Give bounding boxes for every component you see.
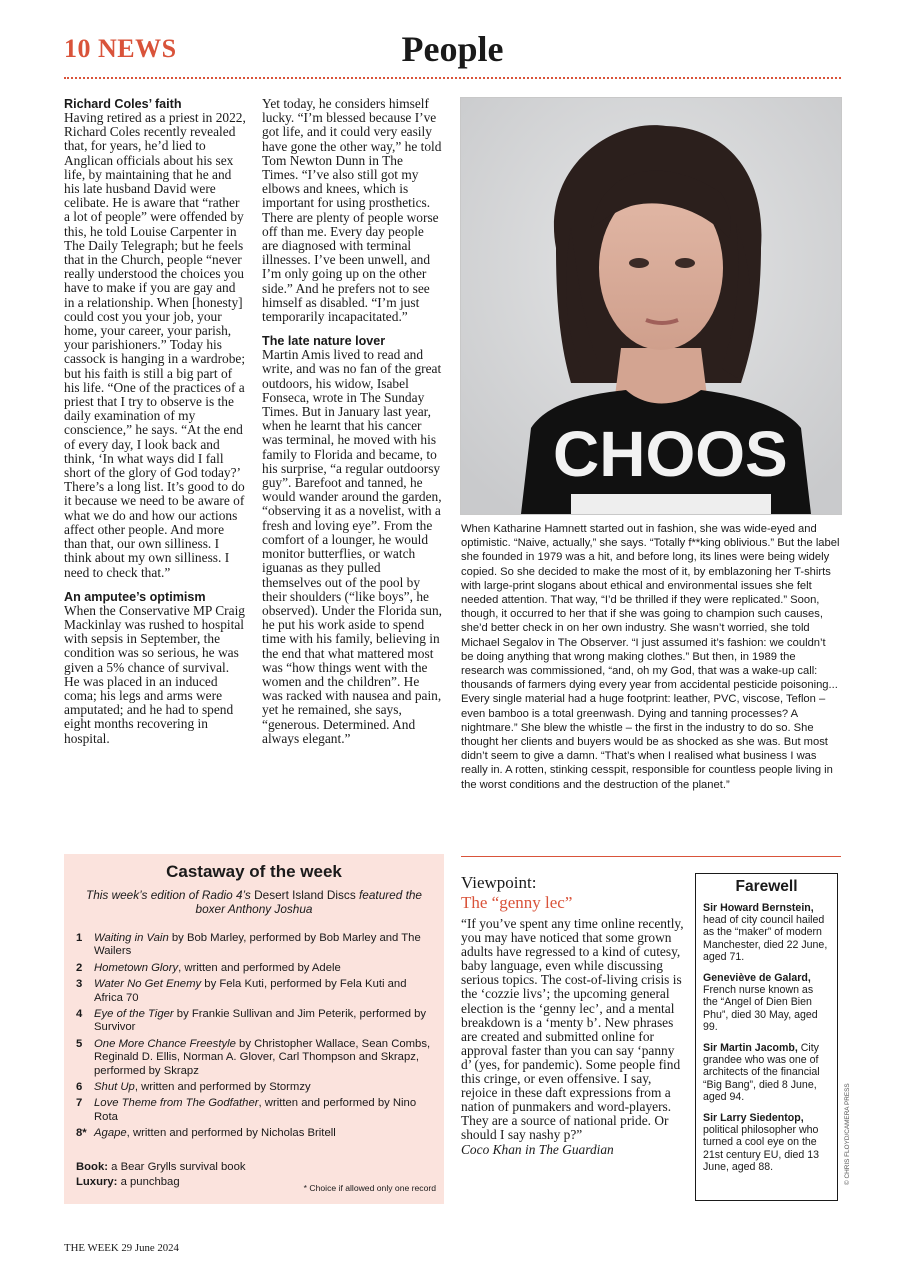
book-value: a Bear Grylls survival book: [108, 1161, 246, 1173]
obituary-item: [703, 1042, 830, 1103]
obituary-desc: French nurse known as the “Angel of Dien Bien Phu”, died 30 May, aged 99.: [703, 984, 818, 1033]
castaway-box: [64, 854, 444, 1204]
track-text: [94, 1127, 432, 1140]
obituary-name: Geneviève de Galard,: [703, 972, 811, 985]
track-item: [76, 962, 432, 975]
obituary-desc: head of city council hailed as the “maker” of modern Manchester, died 22 June, aged 71.: [703, 914, 828, 963]
track-song: Hometown Glory: [94, 961, 179, 974]
track-song: Water No Get Enemy: [94, 978, 202, 991]
viewpoint-quote: “If you’ve spent any time online recently, you may have noticed that some grown adults have regressed to a kind of cutesy, baby language, even while discussing serious topics. The cost-of-living crisis is the ‘cozzie livs’; the upcoming general election is the ‘genny lec’, and a mental breakdown is a ‘menty b’. New phrases are created and submitted online for approval faster than you can say ‘panny d’ (yes, for pandemic). Some people find this cringe, or even offensive. I say, rejoice in these daft expressions from a nation of punmakers and word-players. They are a source of national pride. Or should I say nashy p?”: [461, 916, 684, 1143]
viewpoint-title: The “genny lec”: [461, 893, 573, 912]
column-1: [64, 97, 248, 746]
book-label: Book:: [76, 1161, 109, 1173]
track-number: 2: [76, 961, 83, 974]
track-text: [94, 962, 432, 975]
track-text: [94, 932, 432, 959]
track-number: 4: [76, 1008, 83, 1021]
track-credit: , written and performed by Nino Rota: [94, 1097, 417, 1123]
track-list: [76, 932, 432, 1144]
track-credit: by Frankie Sullivan and Jim Peterik, performed by Survivor: [94, 1008, 427, 1034]
track-credit: by Bob Marley, performed by Bob Marley and The Wailers: [94, 932, 421, 958]
track-credit: , written and performed by Nicholas Britell: [126, 1127, 336, 1140]
portrait-illustration: [461, 98, 841, 514]
section-divider: [461, 856, 841, 857]
page-title: People: [401, 29, 504, 69]
story-heading-mackinlay: An amputee’s optimism: [64, 589, 206, 604]
castaway-intro-c: featured the boxer Anthony Joshua: [195, 888, 422, 916]
column-2: [262, 97, 442, 746]
obituary-name: Sir Larry Siedentop,: [703, 1112, 804, 1125]
track-number: 5: [76, 1037, 83, 1050]
track-item: [76, 1008, 432, 1035]
track-item: [76, 1127, 432, 1140]
track-text: [94, 978, 432, 1005]
track-credit: by Fela Kuti, performed by Fela Kuti and Africa 70: [94, 978, 407, 1004]
castaway-book: [76, 1160, 436, 1175]
track-credit: , written and performed by Adele: [178, 961, 341, 974]
track-song: One More Chance Freestyle: [94, 1037, 236, 1050]
obituary-desc: City grandee who was one of architects of the financial “Big Bang”, died 8 June, aged 94.: [703, 1042, 820, 1103]
track-song: Love Theme from The Godfather: [94, 1097, 259, 1110]
section-label: 10 NEWS: [64, 34, 177, 63]
track-item: [76, 978, 432, 1005]
track-number: 6: [76, 1081, 83, 1094]
track-number: 1: [76, 932, 83, 944]
track-number: 7: [76, 1097, 83, 1110]
story-body-mackinlay: When the Conservative MP Craig Mackinlay was rushed to hospital with sepsis in September, the condition was so serious, he was given a 5% chance of survival. He was placed in an induced coma; his legs and arms were amputated; and he had to spend eight months recovering in hospital.: [64, 602, 245, 746]
track-song: Agape: [94, 1127, 127, 1140]
obituary-name: Sir Howard Bernstein,: [703, 902, 814, 914]
luxury-label: Luxury:: [76, 1176, 118, 1188]
track-number: 8*: [76, 1127, 87, 1140]
story-body-mackinlay-cont: Yet today, he considers himself lucky. “I’m blessed because I’ve got life, and it could very easily have gone the other way,” he told Tom Newton Dunn in The Times. “I’ve also still got my elbows and knees, which is important for using prosthetics. There are plenty of people worse off than me. Every day people are diagnosed with terminal illnesses. I’ve been unwell, and I’m only going up on the other side.” And he prefers not to see himself as disabled. “I’m just temporarily incapacitated.”: [262, 96, 442, 325]
castaway-intro: [84, 889, 424, 916]
obituary-desc: political philosopher who turned a cool eye on the 21st century EU, died 13 June, aged 88.: [703, 1124, 820, 1173]
farewell-title: Farewell: [735, 878, 798, 895]
photo-caption: When Katharine Hamnett started out in fashion, she was wide-eyed and optimistic. “Naive, actually,” she says. “Totally f**king oblivious.” But the label she founded in 1979 was a hit, and before long, its lines were being widely copied. So she decided to make the most of it, by emblazoning her T-shirts with large-print slogans about ethical and environmental issues she felt needed attention. That way, “I’d be thrilled if they were replicated.” Soon, though, it occurred to her that if she was going to champion such causes, she’d better check in on her own industry. She wasn’t worried, she told Michael Segalov in The Observer. “I just assumed it’s fashion: we couldn’t be doing anything that wrong making clothes.” But then, in 1989 the research was commissioned, “and, oh my God, that was a wake-up call: thousands of farmers dying every year from accidental pesticide poisoning... Every single material had a huge footprint: leather, PVC, viscose, Teflon – even bamboo is a total greenwash. Dying and tanning processes? A nightmare.” She blew the whistle – the first in the industry to do so. She thought her clients and buyers would be as shocked as she was. But most didn’t seem to give a damn. “That’s when I realised what business I was really in. A rotten, stinking cesspit, responsible for countless people living in the worst conditions and the destruction of the planet.”: [461, 523, 840, 791]
viewpoint-source: Coco Khan in The Guardian: [461, 1141, 614, 1157]
castaway-title: Castaway of the week: [166, 862, 342, 881]
page-footer: THE WEEK 29 June 2024: [64, 1242, 179, 1254]
story-heading-amis: The late nature lover: [262, 334, 386, 349]
track-credit: by Christopher Wallace, Sean Combs, Reginald D. Ellis, Norman A. Glover, Carl Thompson and Skrapz, performed by Skrapz: [94, 1037, 431, 1077]
portrait-photo: [461, 98, 841, 514]
track-item: [76, 1081, 432, 1094]
farewell-box: [695, 873, 838, 1201]
header-divider: [64, 77, 841, 79]
story-heading-coles: Richard Coles’ faith: [64, 97, 182, 111]
story-body-coles: Having retired as a priest in 2022, Richard Coles recently revealed that, for years, he’d lied to Anglican officials about his sex life, by maintaining that he and his late husband David were celibate. He is aware that “rather a lot of people” were offended by this, he told Louise Carpenter in The Daily Telegraph; but he feels that in the Church, people “never really understood the choices you have to make if you are gay and in a relationship. When [honesty] could cost you your job, your home, your career, your parish, your parishioners.” Today his cassock is hanging in a wardrobe; but his faith is still a big part of his life. “One of the practices of a priest that I try to observe is the daily examination of my conscience,” he says. “At the end of every day, I look back and think, ‘In what ways did I fall short of the glory of God today?’ There’s a long list. It’s good to do it because we need to be aware of what we do and how our actions affect other people. And more than that, our own silliness. I think about my own silliness. I need to check that.”: [64, 110, 246, 580]
viewpoint-body: [461, 917, 687, 1157]
viewpoint-label: Viewpoint:: [461, 873, 537, 892]
track-song: Shut Up: [94, 1081, 135, 1094]
track-text: [94, 1097, 432, 1124]
story-body-amis: Martin Amis lived to read and write, and was no fan of the great outdoors, his widow, Isabel Fonseca, wrote in The Sunday Times. But in January last year, when he learnt that his cancer was terminal, he moved with his family to Florida and became, to his surprise, “a regular outdoorsy guy”. Barefoot and tanned, he would wander around the garden, “observing it as a novelist, with a fresh and loving eye”. From the comfort of a lounger, he would monitor butterflies, or watch iguanas as they pulled themselves out of the pool by their shoulders (“like boys”, he observed). Under the Florida sun, he put his work aside to spend time with his family, believing in the end that what mattered most was “how things went with the women and the children”. He was racked with nausea and pain, yet he remained, she says, “generous. Determined. And always elegant.”: [262, 347, 442, 746]
track-credit: , written and performed by Stormzy: [134, 1081, 311, 1094]
track-item: [76, 932, 432, 959]
castaway-footnote: * Choice if allowed only one record: [303, 1183, 436, 1193]
track-song: Waiting in Vain: [94, 932, 169, 944]
obituary-item: [703, 902, 830, 963]
shirt-slogan: CHOOS: [553, 418, 788, 490]
track-item: [76, 1097, 432, 1124]
track-song: Eye of the Tiger: [94, 1008, 174, 1021]
track-text: [94, 1081, 432, 1094]
track-number: 3: [76, 978, 83, 991]
castaway-intro-a: This week’s edition of Radio 4’s: [86, 888, 255, 902]
obituary-name: Sir Martin Jacomb,: [703, 1042, 798, 1055]
track-item: [76, 1038, 432, 1078]
luxury-value: a punchbag: [117, 1176, 180, 1188]
obituary-item: [703, 1112, 830, 1173]
track-text: [94, 1008, 432, 1035]
obituary-item: [703, 972, 830, 1033]
track-text: [94, 1038, 432, 1078]
castaway-intro-show: Desert Island Discs: [254, 888, 356, 902]
